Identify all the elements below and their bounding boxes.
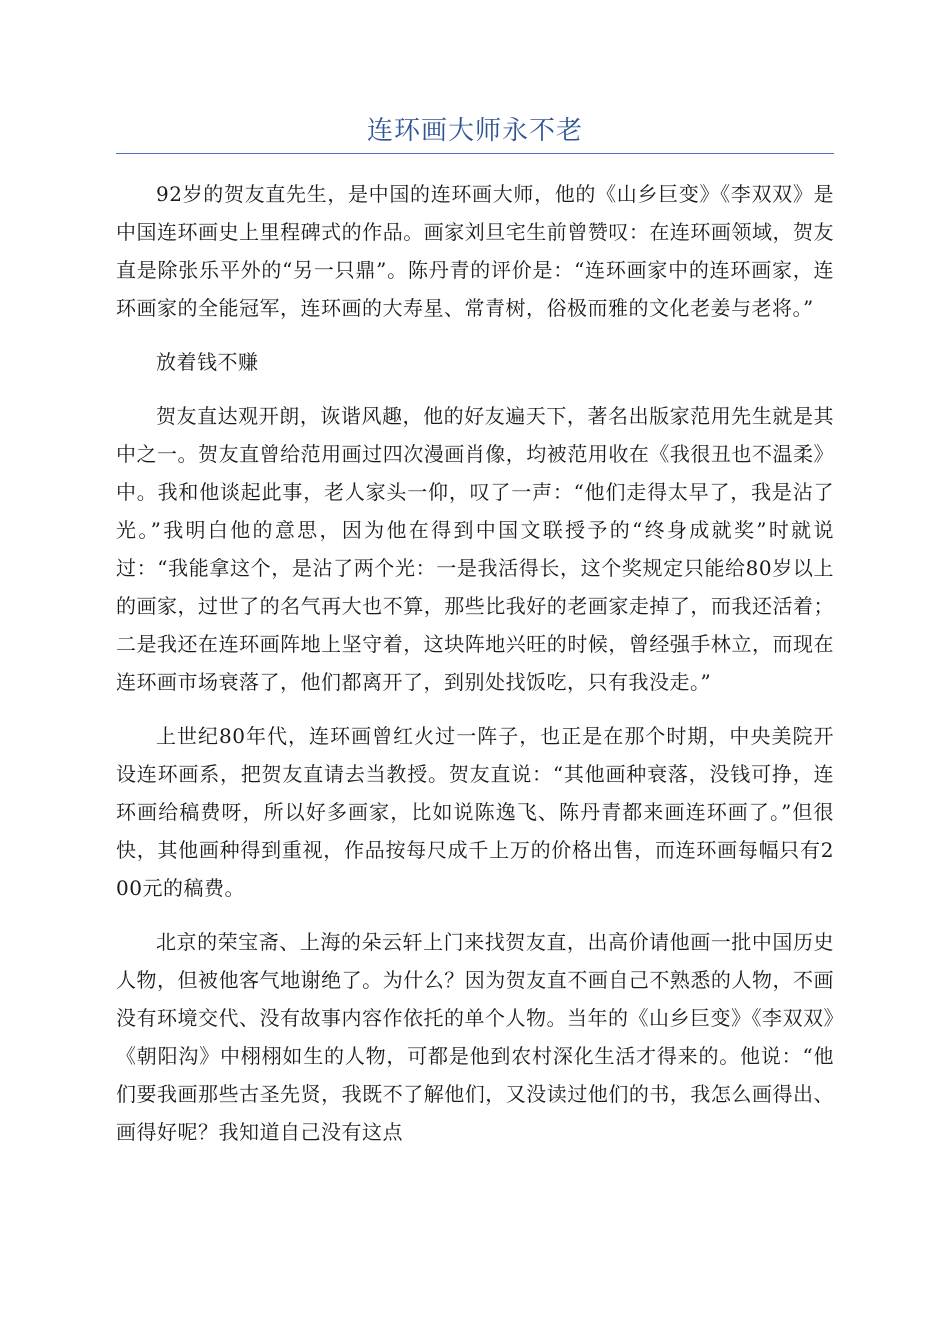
document-body [116, 175, 834, 1151]
paragraph-eighties: 上世纪80年代，连环画曾红火过一阵子，也正是在那个时期，中央美院开设连环画系，把贺友直请去当教授。贺友直说：“其他画种衰落，没钱可挣，连环画给稿费呀，所以好多画家，比如说陈逸飞、陈丹青都来画连环画了。”但很快，其他画种得到重视，作品按每尺成千上万的价格出售，而连环画每幅只有200元的稿费。 [116, 724, 834, 900]
section-heading: 放着钱不赚 [156, 350, 259, 374]
paragraph-friendship: 贺友直达观开朗，诙谐风趣，他的好友遍天下，著名出版家范用先生就是其中之一。贺友直曾给范用画过四次漫画肖像，均被范用收在《我很丑也不温柔》中。我和他谈起此事，老人家头一仰，叹了一声：“他们走得太早了，我是沾了光。”我明白他的意思，因为他在得到中国文联授予的“终身成就奖”时就说过：“我能拿这个，是沾了两个光：一是我活得长，这个奖规定只能给80岁以上的画家，过世了的名气再大也不算，那些比我好的老画家走掉了，而我还活着；二是我还在连环画阵地上坚守着，这块阵地兴旺的时候，曾经强手林立，而现在连环画市场衰落了，他们都离开了，到别处找饭吃，只有我没走。” [116, 404, 834, 694]
document-title: 连环画大师永不老 [366, 116, 583, 146]
paragraph-intro: 92岁的贺友直先生，是中国的连环画大师，他的《山乡巨变》《李双双》是中国连环画史上里程碑式的作品。画家刘旦宅生前曾赞叹：在连环画领域，贺友直是除张乐平外的“另一只鼎”。陈丹青的评价是：“连环画家中的连环画家，连环画家的全能冠军，连环画的大寿星、常青树，俗极而雅的文化老姜与老将。” [116, 182, 834, 320]
title-underline [116, 153, 834, 154]
paragraph-refusal: 北京的荣宝斋、上海的朵云轩上门来找贺友直，出高价请他画一批中国历史人物，但被他客气地谢绝了。为什么？因为贺友直不画自己不熟悉的人物，不画没有环境交代、没有故事内容作依托的单个人物。当年的《山乡巨变》《李双双》《朝阳沟》中栩栩如生的人物，可都是他到农村深化生活才得来的。他说：“他们要我画那些古圣先贤，我既不了解他们，又没读过他们的书，我怎么画得出、画得好呢？我知道自己没有这点 [116, 930, 834, 1144]
document-page [116, 0, 834, 1167]
